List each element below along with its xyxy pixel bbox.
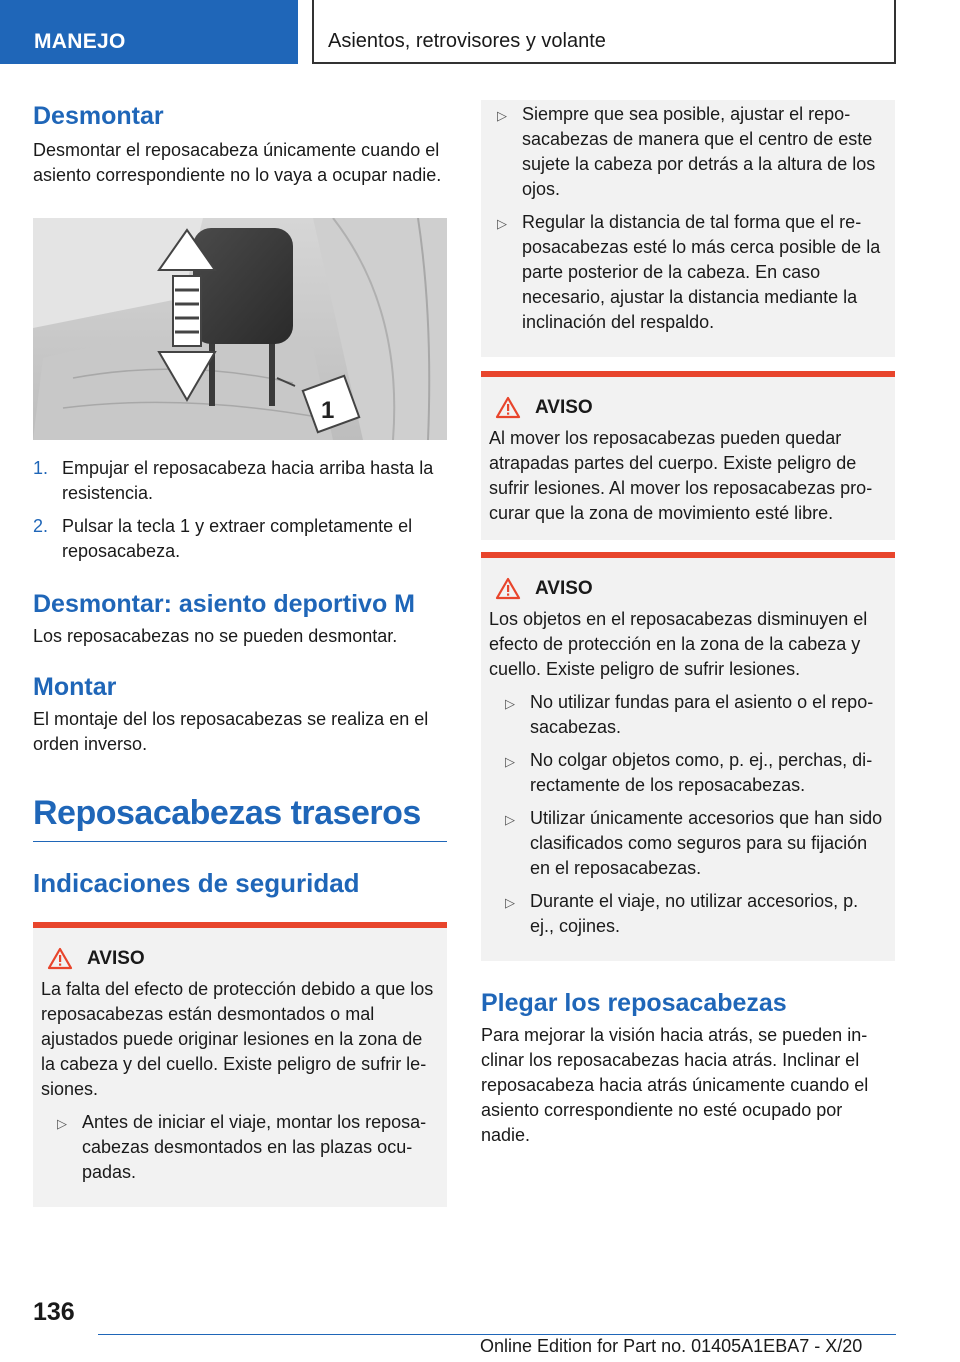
deportivo-text: Los reposacabezas no se pueden desmontar.: [33, 626, 398, 646]
page-number: 136: [33, 1298, 75, 1326]
warning-box-3: [481, 552, 895, 961]
bullet-text: No colgar objetos como, p. ej., perchas, directamente de los reposacabezas.: [530, 750, 873, 795]
heading-plegar: Plegar los reposacabezas: [481, 989, 787, 1017]
bullet-item: [489, 748, 887, 798]
bullet-text: Siempre que sea posible, ajustar el reposacabezas de manera que el centro de este sujete la cabeza por detrás a la altura de los ojos.: [522, 104, 876, 199]
bullet-text: Utilizar únicamente accesorios que han sido clasificados como seguros para su fijación en el reposacabezas.: [530, 808, 883, 878]
warning-box-1: [33, 922, 447, 1207]
steps-list: [33, 456, 447, 564]
continued-bullets-box: [481, 100, 895, 357]
bullet-item: [481, 102, 887, 202]
warning-text-2: Al mover los reposacabezas pueden quedar atrapadas partes del cuerpo. Existe peligro de sufrir lesiones. Al mover los reposacabezas procurar que la zona de movimiento esté libre.: [489, 428, 873, 523]
warning-title-text-2: AVISO: [535, 397, 593, 418]
heading-deportivo: Desmontar: asiento deportivo M: [33, 590, 415, 618]
bullet-text: Regular la distancia de tal forma que el reposacabezas esté lo más cerca posible de la parte posterior de la cabeza. En caso necesario, ajustar la distancia mediante la inclinación del respaldo.: [522, 212, 881, 332]
warning-text-3: Los objetos en el reposacabezas disminuyen el efecto de protección en la zona de la cabeza y cuello. Existe peligro de sufrir lesiones.: [489, 609, 868, 679]
right-column: [481, 100, 895, 1148]
section-tab: [0, 0, 298, 64]
bullet-triangle-icon: ▷: [505, 754, 515, 769]
step-item: [33, 456, 447, 506]
bullet-text: Antes de iniciar el viaje, montar los reposacabezas desmontados en las plazas ocupadas.: [82, 1112, 427, 1182]
bullet-item: [481, 210, 887, 335]
heading-seguridad: Indicaciones de seguridad: [33, 868, 360, 898]
warning-triangle-icon: [495, 577, 521, 600]
warning-bullets-3: [489, 690, 887, 939]
bullet-item: [489, 806, 887, 881]
bullet-text: No utilizar fundas para el asiento o el reposacabezas.: [530, 692, 874, 737]
bullet-triangle-icon: ▷: [57, 1116, 67, 1131]
warning-triangle-icon: [495, 396, 521, 419]
step-text: Empujar el reposacabeza hacia arriba hasta la resistencia.: [62, 458, 434, 503]
desmontar-text: Desmontar el reposacabeza únicamente cuando el asiento correspondiente no lo vaya a ocupar nadie.: [33, 140, 442, 185]
left-column: [33, 100, 447, 1207]
chapter-header: [312, 0, 896, 64]
bullet-triangle-icon: ▷: [505, 812, 515, 827]
warning-text-1: La falta del efecto de protección debido a que los reposacabezas están desmontados o mal ajustados puede originar lesiones en la zona de la cabeza y del cuello. Existe peligro de sufrir lesiones.: [41, 979, 434, 1099]
bullet-triangle-icon: ▷: [505, 895, 515, 910]
headrest-figure: [33, 218, 447, 440]
step-number: 1.: [33, 458, 49, 478]
bullet-item: [41, 1110, 439, 1185]
bullet-text: Durante el viaje, no utilizar accesorios, p. ej., cojines.: [530, 891, 859, 936]
bullet-item: [489, 889, 887, 939]
warning-box-2: [481, 371, 895, 540]
warning-title-2: [495, 395, 887, 420]
warning-triangle-icon: [47, 947, 73, 970]
bullet-triangle-icon: ▷: [497, 216, 507, 231]
headrest-illustration: [33, 218, 447, 440]
heading-montar: Montar: [33, 673, 117, 701]
edition-text: Online Edition for Part no. 01405A1EBA7 - X/20: [480, 1336, 863, 1356]
step-item: [33, 514, 447, 564]
warning-title-3: [495, 576, 887, 601]
warning-bullets-1: [41, 1110, 439, 1185]
montar-text: El montaje del los reposacabezas se realiza en el orden inverso.: [33, 709, 429, 754]
bullet-triangle-icon: ▷: [505, 696, 515, 711]
step-text: Pulsar la tecla 1 y extraer completamente el reposacabeza.: [62, 516, 413, 561]
bullet-item: [489, 690, 887, 740]
footer-divider: [98, 1334, 896, 1335]
plegar-text: Para mejorar la visión hacia atrás, se pueden inclinar los reposacabezas hacia atrás. Inclinar el reposacabeza hacia atrás únicamente cuando el asiento correspondiente no esté ocupado por nadie.: [481, 1025, 869, 1145]
continued-bullets: [481, 102, 887, 335]
bullet-triangle-icon: ▷: [497, 108, 507, 123]
section-label: MANEJO: [34, 30, 126, 53]
heading-desmontar: Desmontar: [33, 102, 164, 130]
step-number: 2.: [33, 516, 49, 536]
figure-callout: 1: [321, 397, 335, 424]
heading-traseros: Reposacabezas traseros: [33, 791, 447, 842]
warning-title-1: [47, 946, 439, 971]
warning-title-text-1: AVISO: [87, 948, 145, 969]
warning-title-text-3: AVISO: [535, 578, 593, 599]
chapter-label: Asientos, retrovisores y volante: [328, 30, 606, 52]
